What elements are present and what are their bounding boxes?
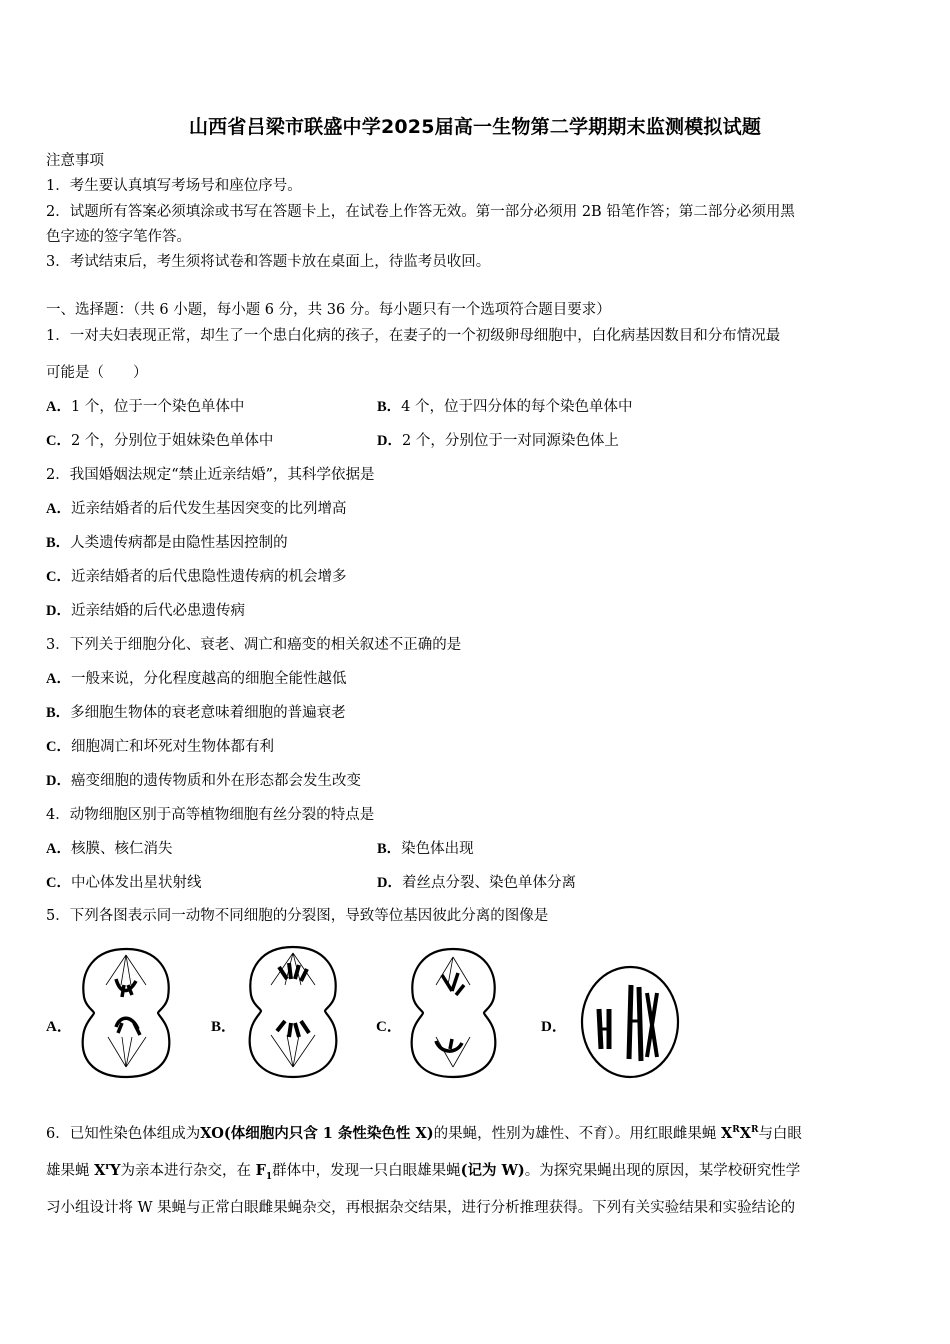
- option-text: 中心体发出星状射线: [70, 875, 202, 891]
- cell-diagram-c: [406, 945, 501, 1080]
- q1-option-a: [46, 397, 244, 417]
- question-2-stem: 2．我国婚姻法规定“禁止近亲结婚”，其科学依据是: [46, 467, 375, 483]
- q2-option-b: [46, 533, 288, 553]
- notice-item: 3．考试结束后，考生须将试卷和答题卡放在桌面上，待监考员收回。: [46, 254, 491, 270]
- question-6-stem: [46, 1124, 904, 1144]
- option-label: A．: [46, 841, 71, 857]
- option-text: 细胞凋亡和坏死对生物体都有利: [70, 739, 274, 755]
- q6-text: (记为 W): [460, 1162, 525, 1179]
- q4-option-a: [46, 839, 172, 859]
- question-3-stem: 3．下列关于细胞分化、衰老、凋亡和癌变的相关叙述不正确的是: [46, 637, 462, 653]
- question-1-stem-cont: 可能是（ ）: [46, 365, 148, 381]
- option-text: 近亲结婚的后代必患遗传病: [70, 603, 245, 619]
- question-4-stem: 4．动物细胞区别于高等植物细胞有丝分裂的特点是: [46, 807, 375, 823]
- notice-heading: 注意事项: [46, 153, 104, 169]
- option-label: A．: [46, 501, 71, 517]
- option-text: 染色体出现: [401, 841, 474, 857]
- q4-option-b: [377, 839, 474, 859]
- cell-diagram-d: [579, 963, 681, 1081]
- q1-option-c: [46, 431, 273, 451]
- q3-option-d: [46, 771, 361, 791]
- q6-gene: X: [94, 1162, 106, 1179]
- page-title: 山西省吕梁市联盛中学2025届高一生物第二学期期末监测模拟试题: [188, 116, 762, 138]
- q3-option-b: [46, 703, 346, 723]
- q6-allele: r: [105, 1162, 111, 1173]
- option-label: D．: [46, 603, 71, 619]
- figure-label-c: C．: [376, 1019, 402, 1035]
- option-label: B．: [377, 399, 402, 415]
- q6-text: 的果蝇，性别为雄性、不育）。用红眼雌果蝇: [433, 1126, 721, 1142]
- q4-option-d: [377, 873, 576, 893]
- figure-label-b: B．: [211, 1019, 237, 1035]
- q6-text: 雄果蝇: [46, 1163, 95, 1179]
- option-label: C．: [46, 569, 71, 585]
- option-text: 多细胞生物体的衰老意味着细胞的普遍衰老: [70, 705, 346, 721]
- option-label: D．: [377, 433, 402, 449]
- option-text: 2 个，分别位于姐妹染色单体中: [70, 433, 274, 449]
- option-label: D．: [377, 875, 402, 891]
- q3-option-c: [46, 737, 274, 757]
- q6-gene: X: [739, 1125, 751, 1142]
- q1-option-b: [377, 397, 633, 417]
- option-label: B．: [46, 705, 71, 721]
- section-heading: 一、选择题：（共 6 小题，每小题 6 分，共 36 分。每小题只有一个选项符合题目要求）: [46, 302, 611, 318]
- option-label: D．: [46, 773, 71, 789]
- figure-label-d: D．: [541, 1019, 567, 1035]
- q2-option-c: [46, 567, 346, 587]
- q6-allele: R: [750, 1125, 759, 1136]
- q6-text: 为亲本进行杂交，在: [120, 1163, 256, 1179]
- option-label: A．: [46, 399, 71, 415]
- option-text: 癌变细胞的遗传物质和外在形态都会发生改变: [70, 773, 361, 789]
- q6-gene: X: [720, 1125, 733, 1142]
- cell-diagram-a: [76, 945, 176, 1080]
- option-text: 着丝点分裂、染色单体分离: [401, 875, 576, 891]
- q1-option-d: [377, 431, 619, 451]
- figure-label-a: A．: [46, 1019, 72, 1035]
- option-text: 近亲结婚者的后代患隐性遗传病的机会增多: [70, 569, 347, 585]
- option-label: C．: [46, 433, 71, 449]
- q6-text: 。为探究果蝇出现的原因，某学校研究性学: [524, 1163, 801, 1179]
- option-label: A．: [46, 671, 71, 687]
- question-6-stem-cont: [46, 1161, 904, 1181]
- option-label: B．: [377, 841, 402, 857]
- question-5-stem: 5．下列各图表示同一动物不同细胞的分裂图，导致等位基因彼此分离的图像是: [46, 908, 549, 924]
- option-label: B．: [46, 535, 71, 551]
- notice-item: 色字迹的签字笔作答。: [46, 229, 191, 245]
- q6-text: 6．已知性染色体组成为: [46, 1126, 201, 1142]
- q2-option-d: [46, 601, 245, 621]
- question-6-stem-cont2: 习小组设计将 W 果蝇与正常白眼雌果蝇杂交，再根据杂交结果，进行分析推理获得。下列有关实验结果和实验结论的: [46, 1200, 796, 1216]
- notice-item: 1．考生要认真填写考场号和座位序号。: [46, 178, 302, 194]
- q6-text: 群体中，发现一只白眼雄果蝇: [272, 1163, 461, 1179]
- option-label: C．: [46, 739, 71, 755]
- q6-text: XO(体细胞内只含 1 条性染色性 X): [200, 1125, 434, 1142]
- option-text: 人类遗传病都是由隐性基因控制的: [70, 535, 288, 551]
- q6-allele: R: [732, 1125, 740, 1136]
- option-text: 4 个，位于四分体的每个染色单体中: [401, 399, 633, 415]
- option-label: C．: [46, 875, 71, 891]
- q6-gene: Y: [110, 1162, 121, 1179]
- option-text: 1 个，位于一个染色单体中: [70, 399, 245, 415]
- option-text: 一般来说，分化程度越高的细胞全能性越低: [70, 671, 347, 687]
- q4-option-c: [46, 873, 201, 893]
- option-text: 近亲结婚者的后代发生基因突变的比列增高: [70, 501, 347, 517]
- option-text: 核膜、核仁消失: [70, 841, 173, 857]
- q6-generation-sub: 1: [265, 1171, 273, 1182]
- q6-text: 与白眼: [758, 1126, 802, 1142]
- q2-option-a: [46, 499, 346, 519]
- cell-diagram-b: [243, 943, 343, 1080]
- q6-generation: F: [255, 1162, 266, 1179]
- notice-item: 2．试题所有答案必须填涂或书写在答题卡上，在试卷上作答无效。第一部分必须用 2B 铅笔作答；第二部分必须用黑: [46, 204, 795, 220]
- option-text: 2 个，分别位于一对同源染色体上: [401, 433, 619, 449]
- question-1-stem: 1．一对夫妇表现正常，却生了一个患白化病的孩子，在妻子的一个初级卵母细胞中，白化病基因数目和分布情况最: [46, 328, 781, 344]
- q3-option-a: [46, 669, 346, 689]
